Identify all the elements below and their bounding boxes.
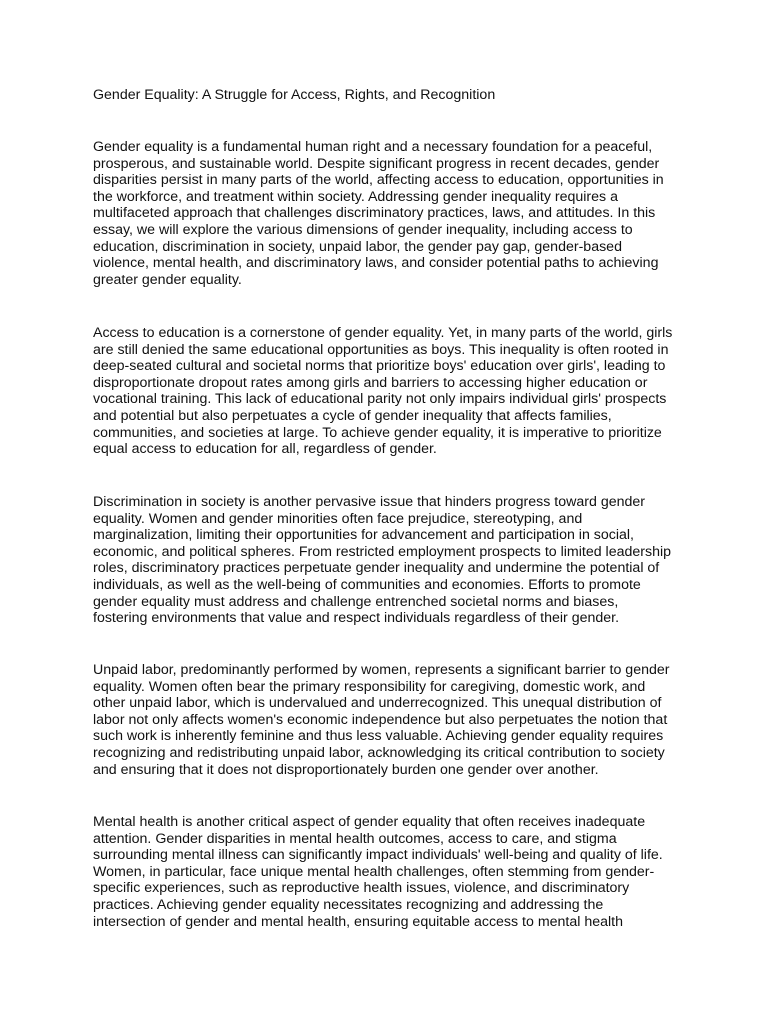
text-line: labor not only affects women's economic independence but also perpetuates the notion that [93, 711, 668, 728]
text-line: surrounding mental illness can significantly impact individuals' well-being and quality of life. [93, 847, 663, 864]
text-line: disparities persist in many parts of the world, affecting access to education, opportunities in [93, 172, 664, 189]
text-line: Gender equality is a fundamental human right and a necessary foundation for a peaceful, [93, 139, 653, 155]
text-line: Discrimination in society is another pervasive issue that hinders progress toward gender [93, 494, 646, 510]
text-line: disproportionate dropout rates among girls and barriers to accessing higher education or [93, 374, 648, 391]
text-line: equal access to education for all, regardless of gender. [93, 441, 437, 458]
text-line: individuals, as well as the well-being of communities and economies. Efforts to promote [93, 576, 641, 593]
document-title: Gender Equality: A Struggle for Access, Rights, and Recognition [93, 87, 496, 103]
text-line: multifaceted approach that challenges discriminatory practices, laws, and attitudes. In this [93, 205, 656, 222]
text-line: marginalization, limiting their opportunities for advancement and participation in social, [93, 527, 634, 544]
text-line: prosperous, and sustainable world. Despite significant progress in recent decades, gender [93, 155, 660, 172]
text-line: intersection of gender and mental health, ensuring equitable access to mental health [93, 913, 624, 930]
text-line: specific experiences, such as reproductive health issues, violence, and discriminatory [93, 880, 630, 897]
paragraph-discrimination [93, 494, 671, 627]
text-line: greater gender equality. [93, 271, 242, 288]
text-line: education, discrimination in society, unpaid labor, the gender pay gap, gender-based [93, 238, 622, 255]
text-line: communities, and societies at large. To achieve gender equality, it is imperative to prioritize [93, 424, 662, 441]
paragraph-mental-health [93, 814, 663, 930]
text-line: essay, we will explore the various dimensions of gender inequality, including access to [93, 221, 633, 238]
text-line: Women, in particular, face unique mental health challenges, often stemming from gender- [93, 863, 655, 880]
paragraph-education [93, 325, 672, 458]
text-line: deep-seated cultural and societal norms that prioritize boys' education over girls', leading to [93, 358, 666, 375]
paragraph-unpaid-labor [93, 662, 669, 778]
text-line: attention. Gender disparities in mental health outcomes, access to care, and stigma [93, 830, 617, 847]
text-line: recognizing and redistributing unpaid labor, acknowledging its critical contribution to society [93, 744, 665, 761]
text-line: Access to education is a cornerstone of gender equality. Yet, in many parts of the world, girls [93, 325, 673, 341]
text-line: equality. Women and gender minorities often face prejudice, stereotyping, and [93, 510, 583, 527]
text-line: and potential but also perpetuates a cycle of gender inequality that affects families, [93, 407, 612, 424]
text-line: roles, discriminatory practices perpetuate gender inequality and undermine the potential of [93, 560, 660, 577]
text-line: Unpaid labor, predominantly performed by women, represents a significant barrier to gender [93, 662, 670, 678]
text-line: are still denied the same educational opportunities as boys. This inequality is often rooted in [93, 341, 669, 358]
text-line: economic, and political spheres. From restricted employment prospects to limited leadership [93, 543, 672, 560]
text-line: and ensuring that it does not disproportionately burden one gender over another. [93, 761, 599, 778]
text-line: practices. Achieving gender equality necessitates recognizing and addressing the [93, 896, 604, 913]
text-line: other unpaid labor, which is undervalued and underrecognized. This unequal distribution of [93, 695, 662, 712]
text-line: fostering environments that value and respect individuals regardless of their gender. [93, 610, 620, 627]
text-line: equality. Women often bear the primary responsibility for caregiving, domestic work, and [93, 678, 646, 695]
text-line: vocational training. This lack of educational parity not only impairs individual girls' prospects [93, 391, 667, 408]
text-line: the workforce, and treatment within society. Addressing gender inequality requires a [93, 188, 618, 205]
text-line: violence, mental health, and discriminatory laws, and consider potential paths to achieving [93, 255, 659, 272]
text-line: gender equality must address and challenge entrenched societal norms and biases, [93, 593, 619, 610]
text-line: such work is inherently feminine and thus less valuable. Achieving gender equality requires [93, 728, 664, 745]
paragraph-introduction [93, 139, 664, 288]
text-line: Mental health is another critical aspect of gender equality that often receives inadequate [93, 814, 646, 830]
